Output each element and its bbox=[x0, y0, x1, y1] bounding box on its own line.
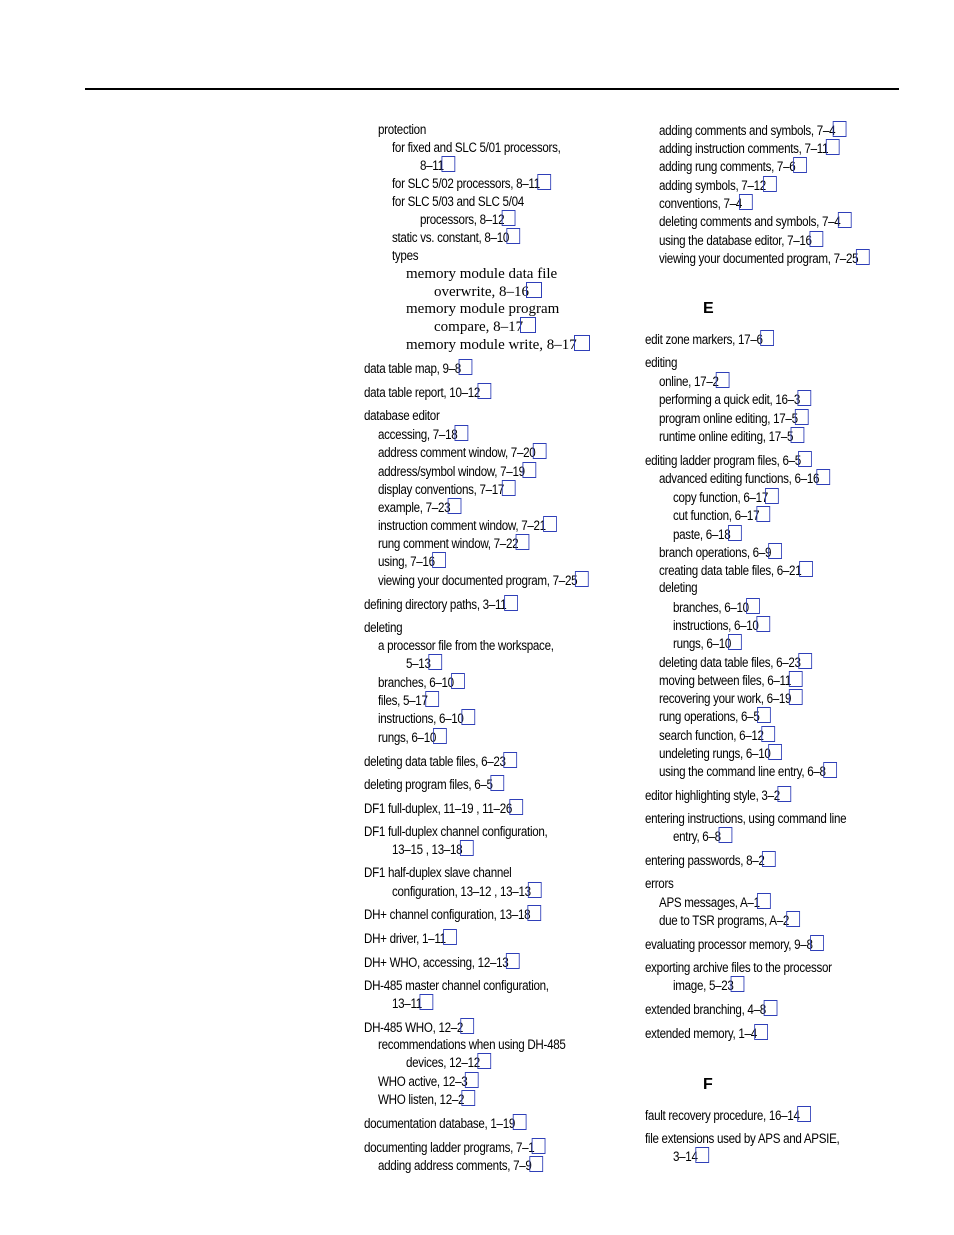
index-entry-text: 13–11 bbox=[392, 996, 422, 1011]
index-entry-text: errors bbox=[645, 876, 674, 891]
index-entry bbox=[378, 1090, 475, 1109]
index-entry bbox=[434, 282, 542, 301]
index-entry bbox=[645, 810, 846, 828]
index-entry-text: for SLC 5/02 processors, 8–11 bbox=[392, 176, 540, 191]
page-link-box[interactable] bbox=[443, 929, 457, 945]
index-entry-text: recommendations when using DH-485 bbox=[378, 1037, 566, 1052]
index-entry-text: database editor bbox=[364, 408, 440, 423]
page-link-box[interactable] bbox=[809, 231, 823, 247]
index-entry bbox=[378, 498, 461, 517]
index-entry-text: deleting program files, 6–5 bbox=[364, 777, 493, 792]
index-entry bbox=[378, 691, 439, 710]
page-link-box[interactable] bbox=[477, 1053, 491, 1069]
index-entry bbox=[364, 1018, 474, 1037]
page-link-box[interactable] bbox=[451, 673, 465, 689]
page-link-box[interactable] bbox=[768, 744, 782, 760]
index-entry-text: editor highlighting style, 3–2 bbox=[645, 788, 780, 803]
index-entry-text: documentation database, 1–19 bbox=[364, 1116, 516, 1131]
index-entry-text: copy function, 6–17 bbox=[673, 490, 768, 505]
index-entry-text: deleting bbox=[364, 620, 403, 635]
page-link-box[interactable] bbox=[797, 390, 811, 406]
index-entry-text: DF1 full-duplex channel configuration, bbox=[364, 824, 548, 839]
page-link-box[interactable] bbox=[762, 851, 776, 867]
page-link-box[interactable] bbox=[502, 480, 516, 496]
index-entry-text: F bbox=[703, 1076, 713, 1093]
index-entry bbox=[378, 1036, 566, 1054]
index-entry-text: data table map, 9–8 bbox=[364, 361, 461, 376]
index-entry bbox=[645, 875, 674, 893]
index-entry bbox=[364, 1138, 546, 1157]
index-entry-text: due to TSR programs, A–2 bbox=[659, 913, 790, 928]
index-entry-text: processors, 8–12 bbox=[420, 212, 505, 227]
page-link-box[interactable] bbox=[477, 383, 491, 399]
page-link-box[interactable] bbox=[788, 671, 802, 687]
index-entry bbox=[364, 905, 541, 924]
index-entry bbox=[659, 212, 852, 231]
index-entry-text: files, 5–17 bbox=[378, 693, 428, 708]
index-entry-text: using, 7–16 bbox=[378, 554, 435, 569]
index-entry-text: entry, 6–8 bbox=[673, 829, 721, 844]
index-entry-text: instructions, 6–10 bbox=[673, 618, 759, 633]
page-link-box[interactable] bbox=[461, 709, 475, 725]
index-entry bbox=[364, 775, 504, 794]
index-entry bbox=[378, 709, 475, 728]
index-entry bbox=[420, 210, 515, 229]
page-link-box[interactable] bbox=[455, 425, 469, 441]
index-entry bbox=[645, 1000, 777, 1019]
index-entry bbox=[673, 525, 742, 544]
index-entry bbox=[659, 121, 846, 140]
page-link-box[interactable] bbox=[756, 616, 770, 632]
page-link-box[interactable] bbox=[728, 525, 742, 541]
page-link-box[interactable] bbox=[795, 409, 809, 425]
index-entry-text: for SLC 5/03 and SLC 5/04 bbox=[392, 194, 524, 209]
index-entry-text: overwrite, 8–16 bbox=[434, 284, 529, 300]
index-entry-text: image, 5–23 bbox=[673, 978, 734, 993]
index-entry-text: adding symbols, 7–12 bbox=[659, 178, 766, 193]
index-entry-text: address/symbol window, 7–19 bbox=[378, 464, 525, 479]
page-link-box[interactable] bbox=[448, 498, 462, 514]
index-entry bbox=[434, 317, 536, 336]
page-link-box[interactable] bbox=[543, 516, 557, 532]
page-link-box[interactable] bbox=[528, 882, 542, 898]
page-link-box[interactable] bbox=[490, 775, 504, 791]
index-entry bbox=[364, 977, 549, 995]
index-entry bbox=[645, 1024, 768, 1043]
index-entry-text: using the database editor, 7–16 bbox=[659, 233, 812, 248]
index-entry bbox=[378, 1072, 479, 1091]
index-entry bbox=[645, 451, 812, 470]
index-entry bbox=[406, 1053, 491, 1072]
index-entry-text: documenting ladder programs, 7–1 bbox=[364, 1140, 535, 1155]
index-entry bbox=[392, 840, 474, 859]
index-entry bbox=[659, 744, 782, 763]
index-entry-text: moving between files, 6–11 bbox=[659, 673, 792, 688]
index-entry-text: 13–15 , 13–18 bbox=[392, 842, 463, 857]
index-entry bbox=[659, 671, 802, 690]
index-entry-text: devices, 12–12 bbox=[406, 1055, 480, 1070]
index-entry-text: edit zone markers, 17–6 bbox=[645, 332, 763, 347]
index-entry bbox=[659, 139, 839, 158]
index-entry bbox=[659, 194, 753, 213]
page-link-box[interactable] bbox=[537, 174, 551, 190]
index-entry-text: 3–14 bbox=[673, 1149, 698, 1164]
index-entry-text: branches, 6–10 bbox=[673, 600, 749, 615]
page-link-box[interactable] bbox=[575, 571, 589, 587]
index-entry bbox=[378, 1156, 543, 1175]
index-entry-text: instruction comment window, 7–21 bbox=[378, 518, 546, 533]
page-link-box[interactable] bbox=[833, 121, 847, 137]
index-entry-text: protection bbox=[378, 122, 426, 137]
index-entry bbox=[645, 851, 776, 870]
index-entry-text: address comment window, 7–20 bbox=[378, 445, 536, 460]
index-entry bbox=[659, 427, 804, 446]
index-entry-text: DF1 full-duplex, 11–19 , 11–26 bbox=[364, 801, 513, 816]
index-entry-text: deleting comments and symbols, 7–4 bbox=[659, 214, 841, 229]
page-link-box[interactable] bbox=[509, 799, 523, 815]
index-entry-text: rungs, 6–10 bbox=[378, 730, 437, 745]
page-link-box[interactable] bbox=[718, 827, 732, 843]
index-entry bbox=[659, 543, 782, 562]
index-entry bbox=[364, 929, 457, 948]
index-entry-text: DH+ WHO, accessing, 12–13 bbox=[364, 955, 509, 970]
index-entry bbox=[392, 882, 542, 901]
index-entry bbox=[659, 157, 807, 176]
index-entry-text: extended branching, 4–8 bbox=[645, 1002, 766, 1017]
index-entry bbox=[659, 726, 775, 745]
index-entry-text: DH+ driver, 1–11 bbox=[364, 931, 446, 946]
index-entry-text: branch operations, 6–9 bbox=[659, 545, 772, 560]
index-entry-text: DF1 half-duplex slave channel bbox=[364, 865, 512, 880]
index-entry bbox=[659, 390, 811, 409]
index-entry bbox=[378, 480, 515, 499]
index-entry-text: undeleting rungs, 6–10 bbox=[659, 746, 771, 761]
index-entry bbox=[378, 673, 465, 692]
index-entry bbox=[406, 300, 559, 318]
index-entry bbox=[645, 959, 832, 977]
page-link-box[interactable] bbox=[460, 840, 474, 856]
page-link-box[interactable] bbox=[798, 451, 812, 467]
index-entry bbox=[364, 864, 511, 882]
index-entry bbox=[420, 156, 455, 175]
index-entry-text: instructions, 6–10 bbox=[378, 711, 464, 726]
index-entry bbox=[659, 911, 800, 930]
index-entry bbox=[645, 786, 791, 805]
index-entry bbox=[673, 506, 770, 525]
index-entry-text: conventions, 7–4 bbox=[659, 196, 742, 211]
index-entry bbox=[364, 823, 547, 841]
index-entry bbox=[673, 976, 745, 995]
page-link-box[interactable] bbox=[506, 228, 520, 244]
index-entry-text: DH+ channel configuration, 13–18 bbox=[364, 907, 531, 922]
page-link-box[interactable] bbox=[757, 506, 771, 522]
index-entry-text: exporting archive files to the processor bbox=[645, 960, 832, 975]
index-entry-text: adding address comments, 7–9 bbox=[378, 1158, 532, 1173]
index-entry-text: entering instructions, using command line bbox=[645, 811, 847, 826]
index-entry-text: DH-485 WHO, 12–2 bbox=[364, 1020, 464, 1035]
page-link-box[interactable] bbox=[432, 552, 446, 568]
index-entry bbox=[645, 1130, 839, 1148]
page-link-box[interactable] bbox=[574, 335, 590, 351]
page-link-box[interactable] bbox=[433, 728, 447, 744]
index-entry bbox=[673, 827, 732, 846]
index-entry-text: editing ladder program files, 6–5 bbox=[645, 453, 801, 468]
index-entry-text: performing a quick edit, 16–3 bbox=[659, 392, 800, 407]
index-entry-text: WHO active, 12–3 bbox=[378, 1074, 468, 1089]
index-entry bbox=[378, 728, 447, 747]
index-entry bbox=[673, 616, 770, 635]
index-entry bbox=[659, 689, 802, 708]
index-entry-text: configuration, 13–12 , 13–13 bbox=[392, 884, 531, 899]
index-entry-text: APS messages, A–1 bbox=[659, 895, 760, 910]
index-entry bbox=[659, 409, 809, 428]
index-entry bbox=[645, 935, 824, 954]
index-entry bbox=[378, 571, 588, 590]
index-entry bbox=[406, 335, 590, 354]
index-entry bbox=[378, 534, 529, 553]
page-link-box[interactable] bbox=[506, 953, 520, 969]
page-link-box[interactable] bbox=[428, 654, 442, 670]
page-link-box[interactable] bbox=[522, 462, 536, 478]
page-link-box[interactable] bbox=[526, 282, 542, 298]
page-link-box[interactable] bbox=[856, 249, 870, 265]
page-link-box[interactable] bbox=[797, 1106, 811, 1122]
index-entry-text: static vs. constant, 8–10 bbox=[392, 230, 510, 245]
index-entry-text: compare, 8–17 bbox=[434, 319, 524, 335]
index-entry bbox=[659, 176, 777, 195]
index-entry bbox=[659, 653, 812, 672]
page-link-box[interactable] bbox=[695, 1147, 709, 1163]
index-entry-text: search function, 6–12 bbox=[659, 728, 764, 743]
index-entry-text: a processor file from the workspace, bbox=[378, 638, 554, 653]
index-entry bbox=[659, 579, 697, 597]
index-entry bbox=[659, 762, 837, 781]
index-entry-text: viewing your documented program, 7–25 bbox=[659, 251, 859, 266]
index-entry-text: file extensions used by APS and APSIE, bbox=[645, 1131, 840, 1146]
index-entry-text: extended memory, 1–4 bbox=[645, 1026, 757, 1041]
index-entry-text: adding comments and symbols, 7–4 bbox=[659, 123, 836, 138]
page-link-box[interactable] bbox=[826, 139, 840, 155]
index-entry bbox=[659, 561, 813, 580]
page-link-box[interactable] bbox=[817, 469, 831, 485]
index-entry-text: WHO listen, 12–2 bbox=[378, 1092, 465, 1107]
index-entry bbox=[659, 707, 771, 726]
index-entry bbox=[673, 634, 742, 653]
index-entry-text: E bbox=[703, 300, 714, 317]
page-link-box[interactable] bbox=[731, 976, 745, 992]
index-entry bbox=[364, 407, 440, 425]
page-link-box[interactable] bbox=[746, 598, 760, 614]
index-entry bbox=[364, 359, 472, 378]
index-entry bbox=[392, 139, 561, 157]
index-entry bbox=[659, 231, 823, 250]
index-entry-text: display conventions, 7–17 bbox=[378, 482, 505, 497]
page-link-box[interactable] bbox=[791, 427, 805, 443]
index-entry-text: cut function, 6–17 bbox=[673, 508, 760, 523]
page-link-box[interactable] bbox=[760, 330, 774, 346]
index-entry-text: data table report, 10–12 bbox=[364, 385, 481, 400]
index-entry-text: DH-485 master channel configuration, bbox=[364, 978, 549, 993]
index-entry bbox=[673, 598, 760, 617]
page-link-box[interactable] bbox=[754, 1024, 768, 1040]
index-entry bbox=[659, 249, 869, 268]
page-link-box[interactable] bbox=[425, 691, 439, 707]
page-link-box[interactable] bbox=[765, 488, 779, 504]
page-link-box[interactable] bbox=[533, 443, 547, 459]
index-entry bbox=[406, 265, 557, 283]
page-link-box[interactable] bbox=[757, 893, 771, 909]
index-entry-text: evaluating processor memory, 9–8 bbox=[645, 937, 813, 952]
index-entry-text: memory module program bbox=[406, 301, 560, 317]
page-link-box[interactable] bbox=[419, 994, 433, 1010]
index-entry bbox=[392, 174, 551, 193]
page-link-box[interactable] bbox=[460, 1018, 474, 1034]
index-entry bbox=[378, 516, 557, 535]
index-section-heading bbox=[703, 300, 714, 318]
index-entry bbox=[364, 953, 520, 972]
index-entry bbox=[364, 619, 402, 637]
index-entry bbox=[378, 552, 446, 571]
page-link-box[interactable] bbox=[528, 905, 542, 921]
index-section-heading bbox=[703, 1076, 713, 1094]
index-entry-text: example, 7–23 bbox=[378, 500, 451, 515]
index-entry bbox=[392, 228, 520, 247]
page-link-box[interactable] bbox=[823, 762, 837, 778]
page-link-box[interactable] bbox=[789, 689, 803, 705]
index-entry bbox=[659, 469, 830, 488]
page-link-box[interactable] bbox=[504, 595, 518, 611]
page-link-box[interactable] bbox=[503, 752, 517, 768]
index-entry bbox=[659, 893, 771, 912]
index-entry-text: paste, 6–18 bbox=[673, 527, 731, 542]
page-link-box[interactable] bbox=[512, 1114, 526, 1130]
page-link-box[interactable] bbox=[838, 212, 852, 228]
page-link-box[interactable] bbox=[763, 1000, 777, 1016]
index-entry-text: types bbox=[392, 248, 419, 263]
index-entry bbox=[378, 425, 469, 444]
page-link-box[interactable] bbox=[716, 372, 730, 388]
index-entry-text: viewing your documented program, 7–25 bbox=[378, 573, 578, 588]
page-link-box[interactable] bbox=[798, 653, 812, 669]
index-entry-text: rung comment window, 7–22 bbox=[378, 536, 519, 551]
page-link-box[interactable] bbox=[769, 543, 783, 559]
index-entry bbox=[364, 752, 517, 771]
page-link-box[interactable] bbox=[462, 1090, 476, 1106]
index-entry-text: adding instruction comments, 7–11 bbox=[659, 141, 829, 156]
index-entry bbox=[364, 383, 491, 402]
page-link-box[interactable] bbox=[520, 317, 536, 333]
page-link-box[interactable] bbox=[810, 935, 824, 951]
index-entry-text: adding rung comments, 7–6 bbox=[659, 159, 796, 174]
index-entry-text: program online editing, 17–5 bbox=[659, 411, 798, 426]
index-entry-text: fault recovery procedure, 16–14 bbox=[645, 1108, 800, 1123]
page-link-box[interactable] bbox=[757, 707, 771, 723]
page-link-box[interactable] bbox=[465, 1072, 479, 1088]
index-entry-text: memory module data file bbox=[406, 266, 558, 282]
index-entry bbox=[378, 637, 554, 655]
index-entry bbox=[645, 1106, 811, 1125]
index-entry-text: memory module write, 8–17 bbox=[406, 337, 577, 353]
index-entry bbox=[673, 488, 779, 507]
index-entry-text: accessing, 7–18 bbox=[378, 427, 458, 442]
index-entry-text: 8–11 bbox=[420, 158, 444, 173]
page-link-box[interactable] bbox=[532, 1138, 546, 1154]
index-entry-text: deleting bbox=[659, 580, 698, 595]
index-entry-text: for fixed and SLC 5/01 processors, bbox=[392, 140, 561, 155]
index-entry bbox=[392, 247, 418, 265]
index-entry-text: online, 17–2 bbox=[659, 374, 719, 389]
index-entry bbox=[378, 121, 426, 139]
index-entry-text: rungs, 6–10 bbox=[673, 636, 732, 651]
index-entry-text: creating data table files, 6–21 bbox=[659, 563, 802, 578]
page-link-box[interactable] bbox=[529, 1156, 543, 1172]
index-entry-text: using the command line entry, 6–8 bbox=[659, 764, 826, 779]
page-link-box[interactable] bbox=[739, 194, 753, 210]
page-link-box[interactable] bbox=[786, 911, 800, 927]
index-entry bbox=[378, 462, 536, 481]
index-entry bbox=[659, 372, 730, 391]
page-link-box[interactable] bbox=[516, 534, 530, 550]
index-entry-text: recovering your work, 6–19 bbox=[659, 691, 792, 706]
page-link-box[interactable] bbox=[441, 156, 455, 172]
index-entry-text: deleting data table files, 6–23 bbox=[364, 754, 506, 769]
page-link-box[interactable] bbox=[777, 786, 791, 802]
index-entry-text: rung operations, 6–5 bbox=[659, 709, 760, 724]
index-entry-text: 5–13 bbox=[406, 656, 431, 671]
index-entry-text: branches, 6–10 bbox=[378, 675, 454, 690]
index-entry-text: entering passwords, 8–2 bbox=[645, 853, 765, 868]
index-entry bbox=[378, 443, 547, 462]
index-entry-text: runtime online editing, 17–5 bbox=[659, 429, 794, 444]
index-entry bbox=[406, 654, 442, 673]
index-entry-text: defining directory paths, 3–11 bbox=[364, 597, 507, 612]
index-entry-text: deleting data table files, 6–23 bbox=[659, 655, 801, 670]
index-entry bbox=[392, 994, 433, 1013]
header-rule bbox=[85, 88, 899, 90]
index-entry-text: advanced editing functions, 6–16 bbox=[659, 471, 820, 486]
page-link-box[interactable] bbox=[793, 157, 807, 173]
index-entry bbox=[364, 799, 523, 818]
page-link-box[interactable] bbox=[728, 634, 742, 650]
index-entry bbox=[364, 1114, 526, 1133]
index-entry bbox=[645, 354, 677, 372]
page-link-box[interactable] bbox=[761, 726, 775, 742]
index-entry bbox=[673, 1147, 709, 1166]
page-link-box[interactable] bbox=[458, 359, 472, 375]
index-entry bbox=[364, 595, 518, 614]
page-link-box[interactable] bbox=[799, 561, 813, 577]
index-entry bbox=[392, 193, 524, 211]
page-link-box[interactable] bbox=[763, 176, 777, 192]
index-entry-text: editing bbox=[645, 355, 678, 370]
page-link-box[interactable] bbox=[502, 210, 516, 226]
index-entry bbox=[645, 330, 774, 349]
